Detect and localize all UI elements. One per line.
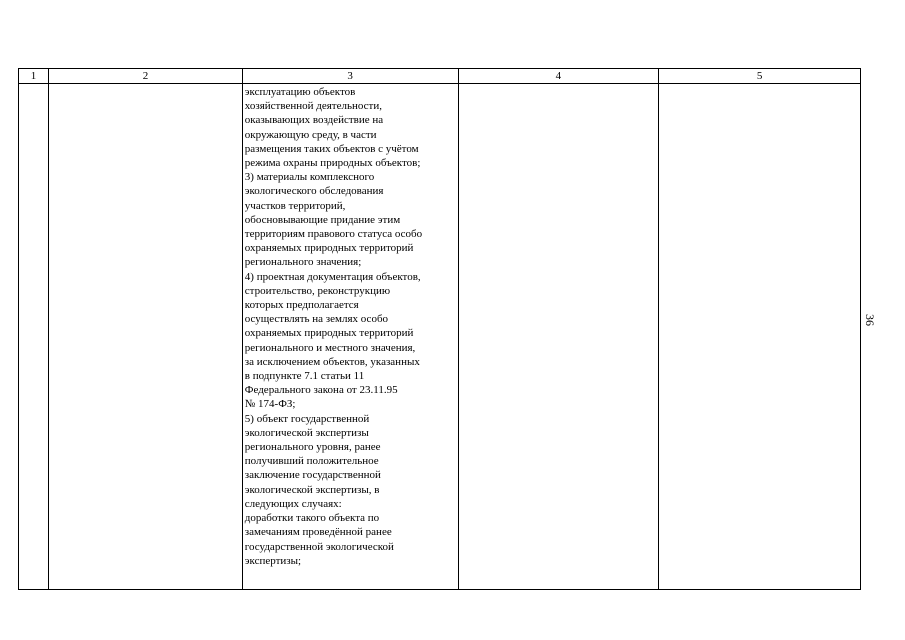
header-cell-5: 5: [659, 69, 861, 84]
table-row: [19, 84, 861, 590]
cell-text-col3: эксплуатацию объектов хозяйственной деятельности, оказывающих воздействие на окружающую среду, в части размещения таких объектов с учётом режима охраны природных объектов; 3) материалы комплексного экологического обследования участков территорий, обосновывающие придание этим территориям правового статуса особо охраняемых природных территорий регионального значения; 4) проектная документация объектов, строительство, реконструкцию которых предполагается осуществлять на землях особо охраняемых природных территорий регионального и местного значения, за исключением объектов, указанных в подпункте 7.1 статьи 11 Федерального закона от 23.11.95 № 174-ФЗ; 5) объект государственной экологической экспертизы регионального уровня, ранее получивший положительное заключение государственной экологической экспертизы, в следующих случаях: доработки такого объекта по замечаниям проведённой ранее государственной экологической экспертизы;: [244, 86, 423, 567]
header-cell-1: 1: [19, 69, 49, 84]
body-cell-5: [659, 84, 861, 590]
header-cell-3: 3: [242, 69, 458, 84]
body-cell-1: [19, 84, 49, 590]
header-cell-4: 4: [458, 69, 659, 84]
cell-text-col2: [49, 84, 242, 85]
table-header-row: [19, 69, 861, 84]
cell-text-col1: [19, 84, 48, 85]
cell-text-col5: [659, 84, 860, 85]
body-cell-2: [49, 84, 243, 590]
page-number: 36: [863, 314, 877, 326]
header-cell-2: 2: [49, 69, 243, 84]
body-cell-3: [242, 84, 458, 590]
document-table: [18, 68, 861, 590]
body-cell-4: [458, 84, 659, 590]
cell-text-col4: [459, 84, 659, 85]
